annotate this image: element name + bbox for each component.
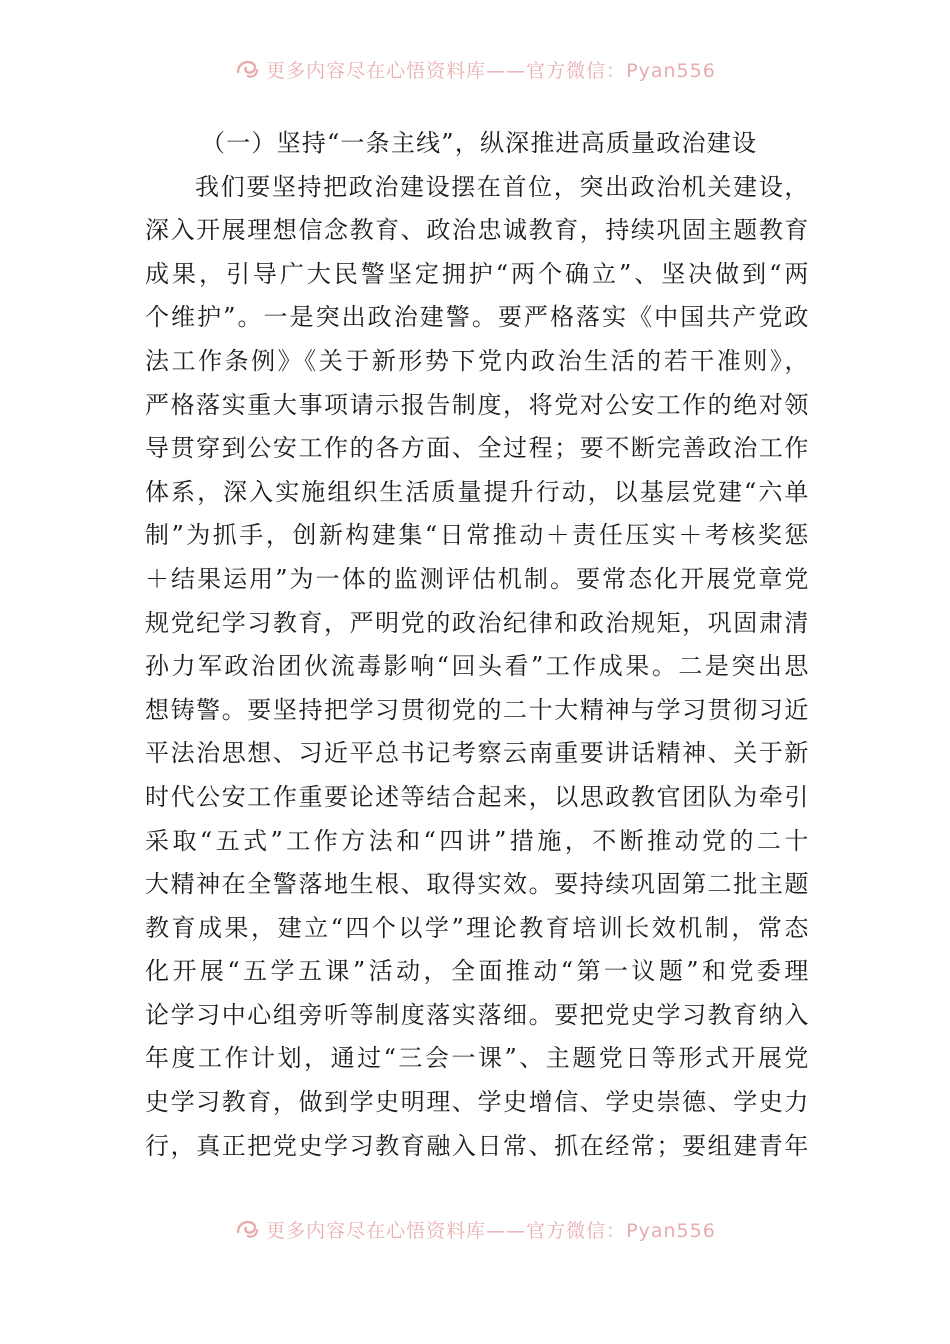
paragraph-line: 年度工作计划，通过“三会一课”、主题党日等形式开展党 <box>145 1044 809 1073</box>
paragraph-line: 史学习教育，做到学史明理、学史增信、学史崇德、学史力 <box>145 1088 809 1117</box>
paragraph-line: 想铸警。要坚持把学习贯彻党的二十大精神与学习贯彻习近 <box>145 695 809 724</box>
footer-watermark <box>0 1212 950 1246</box>
watermark-text: 更多内容尽在心悟资料库——官方微信：Pyan556 <box>266 1219 716 1242</box>
paragraph-line: 成果，引导广大民警坚定拥护“两个确立”、坚决做到“两 <box>145 259 809 288</box>
paragraph-line: 导贯穿到公安工作的各方面、全过程；要不断完善政治工作 <box>145 434 809 463</box>
paragraph-line: 化开展“五学五课”活动，全面推动“第一议题”和党委理 <box>145 957 809 986</box>
paragraph-line: 论学习中心组旁听等制度落实落细。要把党史学习教育纳入 <box>145 1000 809 1029</box>
paragraph-line: 教育成果，建立“四个以学”理论教育培训长效机制，常态 <box>145 913 809 942</box>
swirl-logo-icon <box>234 56 260 82</box>
paragraph-line: 规党纪学习教育，严明党的政治纪律和政治规矩，巩固肃清 <box>145 608 809 637</box>
paragraph-line: 严格落实重大事项请示报告制度，将党对公安工作的绝对领 <box>145 390 809 419</box>
paragraph-line: 平法治思想、习近平总书记考察云南重要讲话精神、关于新 <box>145 739 809 768</box>
paragraph-line: 时代公安工作重要论述等结合起来，以思政教官团队为牵引 <box>145 782 809 811</box>
paragraph-line: 体系，深入实施组织生活质量提升行动，以基层党建“六单 <box>145 477 809 506</box>
paragraph-line: 大精神在全警落地生根、取得实效。要持续巩固第二批主题 <box>145 870 809 899</box>
header-watermark <box>0 52 950 86</box>
section-heading: （一）坚持“一条主线”，纵深推进高质量政治建设 <box>201 129 758 157</box>
swirl-logo-icon <box>234 1216 260 1242</box>
paragraph-line: 个维护”。一是突出政治建警。要严格落实《中国共产党政 <box>145 303 809 332</box>
paragraph-line: 采取“五式”工作方法和“四讲”措施，不断推动党的二十 <box>145 826 809 855</box>
paragraph-line: 制”为抓手，创新构建集“日常推动＋责任压实＋考核奖惩 <box>145 521 809 550</box>
paragraph-line: 行，真正把党史学习教育融入日常、抓在经常；要组建青年 <box>145 1131 809 1160</box>
document-body <box>145 122 809 1168</box>
paragraph-line: 我们要坚持把政治建设摆在首位，突出政治机关建设， <box>195 172 809 201</box>
watermark-text: 更多内容尽在心悟资料库——官方微信：Pyan556 <box>266 59 716 82</box>
paragraph-line: 孙力军政治团伙流毒影响“回头看”工作成果。二是突出思 <box>145 652 809 681</box>
body-paragraph <box>145 166 809 1169</box>
paragraph-line: ＋结果运用”为一体的监测评估机制。要常态化开展党章党 <box>145 564 809 593</box>
paragraph-line: 法工作条例》《关于新形势下党内政治生活的若干准则》， <box>145 346 809 375</box>
paragraph-line: 深入开展理想信念教育、政治忠诚教育，持续巩固主题教育 <box>145 216 809 245</box>
